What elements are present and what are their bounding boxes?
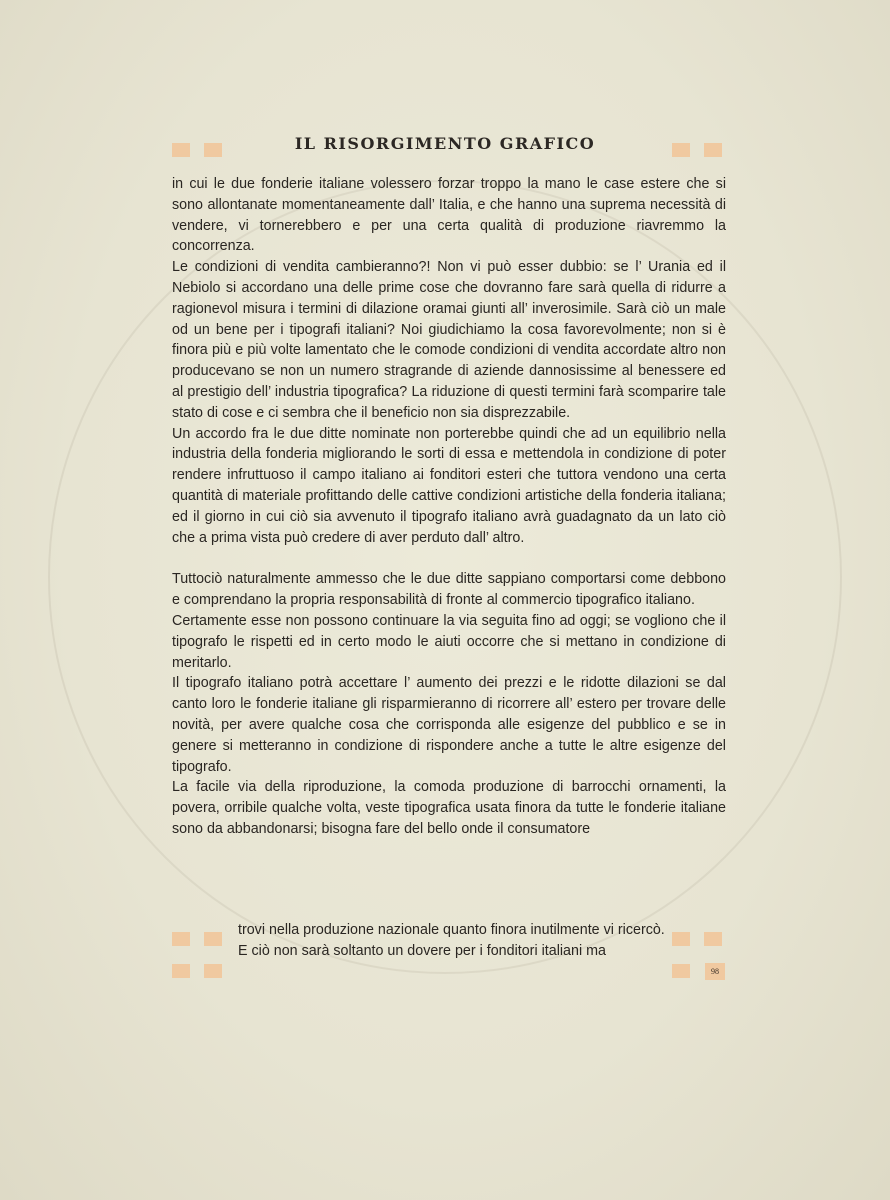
footer-ornament-right-1 <box>672 932 690 946</box>
footer-ornament-right-2 <box>704 932 722 946</box>
paragraph: La facile via della riproduzione, la comoda produzione di barrocchi ornamenti, la povera, orribile qualche volta, veste tipografica usata finora da tutte le fonderie italiane sono da abbandonarsi; bisogna fare del bello onde il consumatore <box>172 779 726 837</box>
footer-ornament-right-3 <box>672 964 690 978</box>
footer-ornament-left-1 <box>172 932 190 946</box>
paragraph: Certamente esse non possono continuare la via seguita fino ad oggi; se vogliono che il tipografo le rispetti ed in certo modo le aiuti occorre che si mettano in condizione di meritarlo. <box>172 612 726 671</box>
footer-ornament-left-2 <box>204 932 222 946</box>
footer-ornament-left-3 <box>172 964 190 978</box>
body-text <box>172 174 726 840</box>
paragraph: Le condizioni di vendita cambieranno?! Non vi può esser dubbio: se l’ Urania ed il Nebiolo si accordano una delle prime cose che dovranno fare sarà quella di ridurre a ragionevol misura i termini di dilazione oramai giunti all’ inverosimile. Sarà ciò un male od un bene per i tipografi italiani? Noi giudichiamo la cosa favorevolmente; non si è finora più e più volte lamentato che le comode condizioni di vendita accordate altro non producevano se non un numero stragrande di aziende dannosissime al benessere ed al prestigio dell’ industria tipografica? La riduzione di questi termini farà scomparire tale stato di cose e ci sembra che il beneficio non sia disprezzabile. <box>172 259 726 421</box>
paragraph: in cui le due fonderie italiane volessero forzar troppo la mano le case estere che si sono allontanate momentaneamente dall’ Italia, e che hanno una suprema necessità di vendere, vi tornerebbero e per una certa qualità di produzione riavremmo la concorrenza. <box>172 176 726 255</box>
paragraph: Il tipografo italiano potrà accettare l’ aumento dei prezzi e le ridotte dilazioni se dal canto loro le fonderie italiane gli risparmieranno di ricorrere all’ estero per trovare delle novità, per avere qualche cosa che corrisponda alle esigenze del pubblico e se in genere si metteranno in condizione di rispondere anche a tutte le altre esigenze del tipografo. <box>172 675 726 775</box>
paragraph: Un accordo fra le due ditte nominate non porterebbe quindi che ad un equilibrio nella industria della fonderia migliorando le sorti di essa e mettendola in condizione di poter rendere infruttuoso il campo italiano ai fonditori esteri che tuttora vendono una certa quantità di materiale profittando delle cattive condizioni artistiche della fonderia italiana; ed il giorno in cui ciò sia avvenuto il tipografo italiano avrà guadagnato da un lato ciò che a prima vista può credere di aver perduto dall’ altro. <box>172 425 726 546</box>
footer-ornament-left-4 <box>204 964 222 978</box>
closing-text <box>238 920 668 962</box>
closing-line: E ciò non sarà soltanto un dovere per i fonditori italiani ma <box>238 942 606 959</box>
paragraph: Tuttociò naturalmente ammesso che le due ditte sappiano comportarsi come debbono e comprendano la propria responsabilità di fronte al commercio tipografico italiano. <box>172 571 726 609</box>
paragraph-gap <box>172 548 726 569</box>
page-header: IL RISORGIMENTO GRAFICO <box>294 134 596 153</box>
page-number: 98 <box>705 963 725 980</box>
closing-line: trovi nella produzione nazionale quanto finora inutilmente vi ricercò. <box>238 922 665 938</box>
